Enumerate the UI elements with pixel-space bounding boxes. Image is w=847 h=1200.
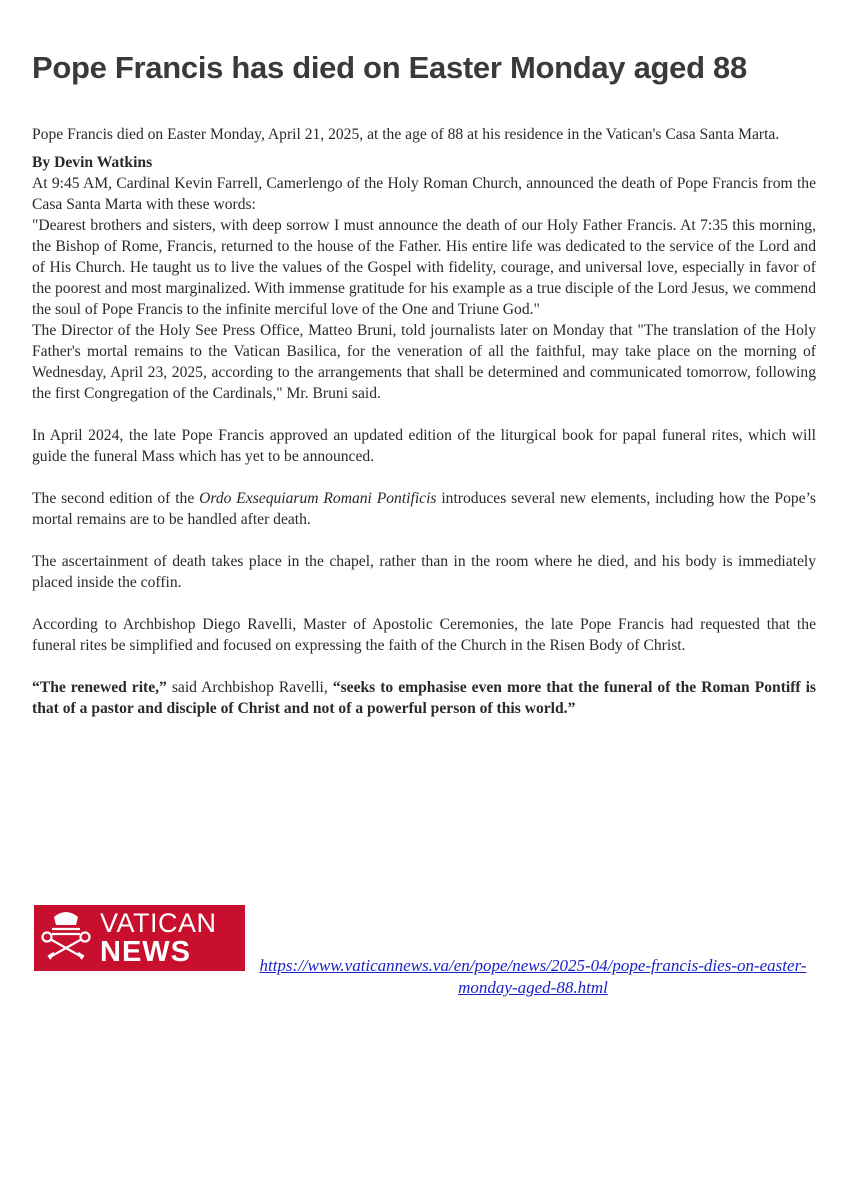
byline: By Devin Watkins bbox=[32, 154, 153, 171]
article-body bbox=[32, 122, 816, 719]
quote-rest: “seeks to emphasise even more that the funeral of the Roman Pontiff is that of a pastor and disciple of Christ and not of a powerful person of this world.” bbox=[32, 679, 816, 717]
statement-paragraph: "Dearest brothers and sisters, with deep sorrow I must announce the death of our Holy Father Francis. At 7:35 this morning, the Bishop of Rome, Francis, returned to the house of the Father. His entire life was dedicated to the service of the Lord and of His Church. He taught us to live the values of the Gospel with fidelity, courage, and universal love, especially in favor of the poorest and most marginalized. With immense gratitude for his example as a true disciple of the Lord Jesus, we commend the soul of Pope Francis to the infinite merciful love of the One and Triune God." bbox=[32, 217, 816, 318]
ravelli-paragraph: According to Archbishop Diego Ravelli, Master of Apostolic Ceremonies, the late Pope Francis had requested that the funeral rites be simplified and focused on expressing the faith of the Church in the Risen Body of Christ. bbox=[32, 616, 816, 654]
article-lede: Pope Francis died on Easter Monday, April 21, 2025, at the age of 88 at his residence in the Vatican's Casa Santa Marta. bbox=[32, 126, 780, 143]
liturgy-paragraph: In April 2024, the late Pope Francis approved an updated edition of the liturgical book for papal funeral rites, which will guide the funeral Mass which has yet to be announced. bbox=[32, 427, 816, 465]
papal-keys-icon bbox=[34, 905, 98, 971]
ascertainment-paragraph: The ascertainment of death takes place in the chapel, rather than in the room where he died, and his body is immediately placed inside the coffin. bbox=[32, 553, 816, 591]
ordo-text-before: The second edition of the bbox=[32, 490, 200, 507]
logo-vatican-text: VATICAN bbox=[100, 908, 217, 938]
announcement-paragraph: At 9:45 AM, Cardinal Kevin Farrell, Camerlengo of the Holy Roman Church, announced the death of Pope Francis from the Casa Santa Marta with these words: bbox=[32, 175, 816, 213]
quote-open: “The renewed rite,” bbox=[32, 679, 167, 696]
press-office-paragraph: The Director of the Holy See Press Office, Matteo Bruni, told journalists later on Monday that "The translation of the Holy Father's mortal remains to the Vatican Basilica, for the veneration of all the faithful, may take place on the morning of Wednesday, April 23, 2025, according to the arrangements that shall be determined and communicated tomorrow, following the first Congregation of the Cardinals," Mr. Bruni said. bbox=[32, 322, 816, 402]
vatican-news-logo bbox=[34, 905, 245, 971]
ordo-text-after: introduces several new elements, including how the Pope’s mortal remains are to be handled after death. bbox=[32, 490, 816, 528]
quote-paragraph bbox=[32, 677, 816, 719]
article-title: Pope Francis has died on Easter Monday aged 88 bbox=[32, 50, 747, 85]
logo-news-text: NEWS bbox=[100, 936, 191, 968]
quote-attribution: said Archbishop Ravelli, bbox=[166, 679, 333, 696]
source-url-link[interactable]: https://www.vaticannews.va/en/pope/news/2025-04/pope-francis-dies-on-easter-monday-aged-88.html bbox=[259, 956, 807, 997]
ordo-paragraph bbox=[32, 488, 816, 530]
ordo-book-title: Ordo Exsequiarum Romani Pontificis bbox=[199, 490, 437, 507]
